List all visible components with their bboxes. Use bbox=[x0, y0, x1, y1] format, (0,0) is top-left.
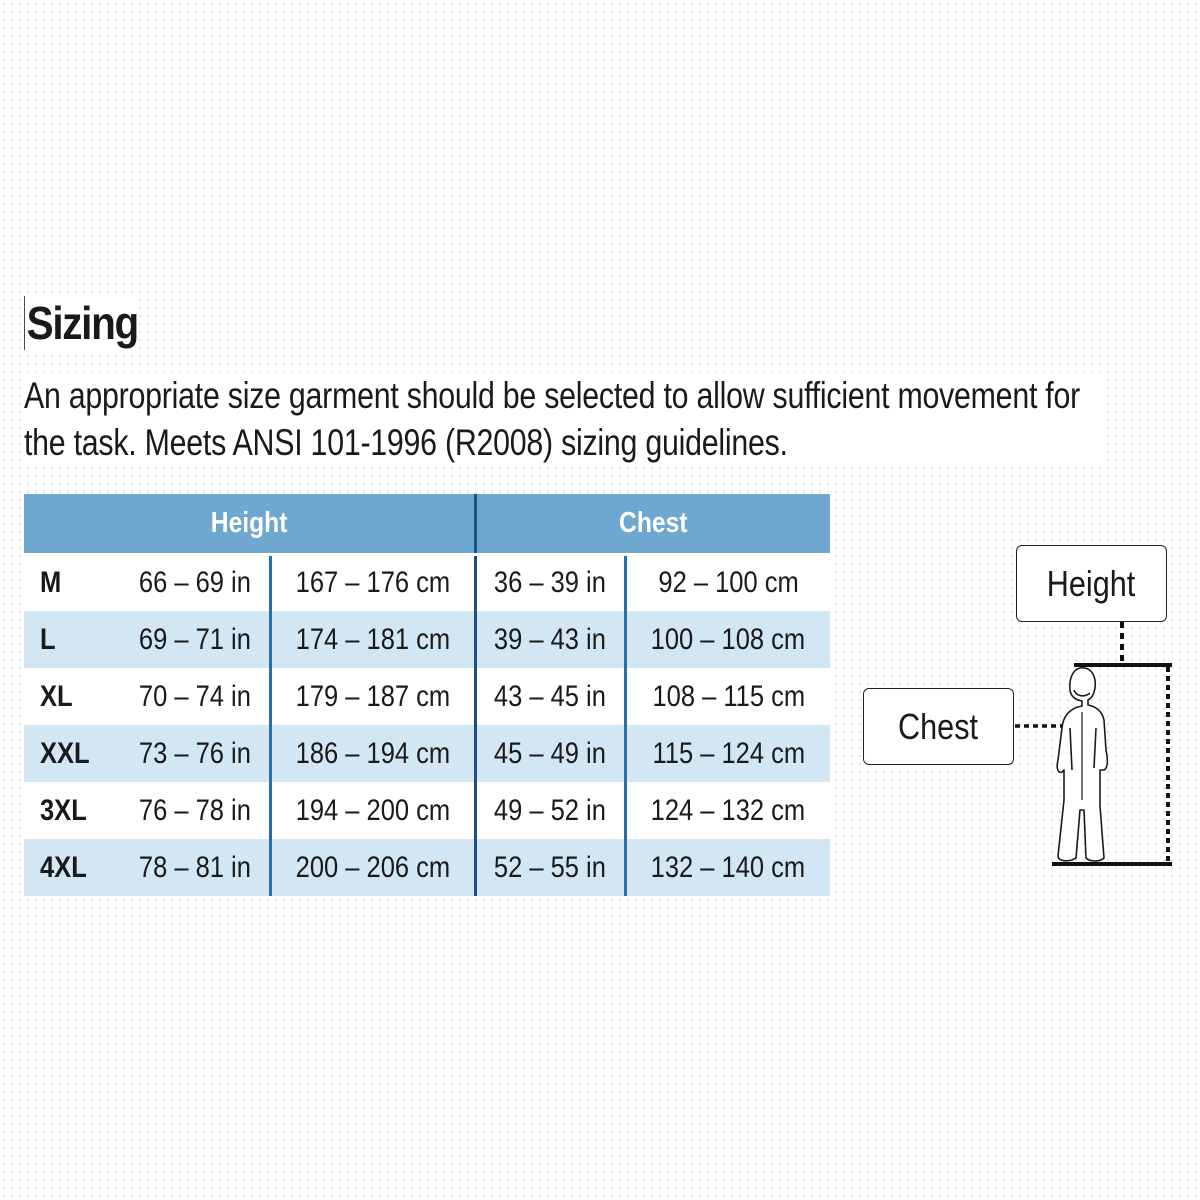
height-cm-cell: 194 – 200 cm bbox=[270, 782, 475, 839]
chest-cm-cell: 132 – 140 cm bbox=[625, 839, 830, 896]
chest-cm-cell: 108 – 115 cm bbox=[625, 668, 830, 725]
intro-line-2: the task. Meets ANSI 101-1996 (R2008) sizing guidelines. bbox=[24, 422, 788, 463]
height-label-box bbox=[1016, 545, 1167, 622]
height-cm-cell: 186 – 194 cm bbox=[270, 725, 475, 782]
chest-cm-cell: 115 – 124 cm bbox=[625, 725, 830, 782]
size-cell: XL bbox=[24, 668, 122, 725]
height-cm-cell: 174 – 181 cm bbox=[270, 611, 475, 668]
page-title: Sizing bbox=[24, 296, 138, 350]
table-row bbox=[24, 554, 830, 611]
height-cm-cell: 179 – 187 cm bbox=[270, 668, 475, 725]
height-in-cell: 78 – 81 in bbox=[122, 839, 270, 896]
size-cell: L bbox=[24, 611, 122, 668]
chest-in-cell: 45 – 49 in bbox=[475, 725, 625, 782]
height-label: Height bbox=[1047, 562, 1136, 604]
height-cm-cell: 200 – 206 cm bbox=[270, 839, 475, 896]
height-column-header: Height bbox=[24, 494, 475, 554]
size-cell: 4XL bbox=[24, 839, 122, 896]
height-cm-cell: 167 – 176 cm bbox=[270, 554, 475, 611]
chest-in-cell: 36 – 39 in bbox=[475, 554, 625, 611]
chest-in-cell: 39 – 43 in bbox=[475, 611, 625, 668]
chest-in-cell: 52 – 55 in bbox=[475, 839, 625, 896]
chest-in-cell: 43 – 45 in bbox=[475, 668, 625, 725]
table-row bbox=[24, 782, 830, 839]
chest-column-header: Chest bbox=[475, 494, 830, 554]
table-body bbox=[24, 554, 830, 896]
height-in-cell: 73 – 76 in bbox=[122, 725, 270, 782]
sizing-table bbox=[24, 494, 830, 896]
intro-line-1: An appropriate size garment should be selected to allow sufficient movement for bbox=[24, 375, 1080, 416]
intro-text bbox=[24, 372, 1106, 466]
size-cell: 3XL bbox=[24, 782, 122, 839]
table-row bbox=[24, 611, 830, 668]
coverall-figure-icon bbox=[1057, 668, 1107, 861]
table-row bbox=[24, 839, 830, 896]
size-cell: XXL bbox=[24, 725, 122, 782]
table-header-row bbox=[24, 494, 830, 554]
table-row bbox=[24, 725, 830, 782]
size-cell: M bbox=[24, 554, 122, 611]
height-in-cell: 76 – 78 in bbox=[122, 782, 270, 839]
chest-cm-cell: 100 – 108 cm bbox=[625, 611, 830, 668]
chest-in-cell: 49 – 52 in bbox=[475, 782, 625, 839]
height-in-cell: 66 – 69 in bbox=[122, 554, 270, 611]
chest-label: Chest bbox=[898, 705, 979, 747]
chest-label-box bbox=[863, 688, 1014, 765]
height-in-cell: 70 – 74 in bbox=[122, 668, 270, 725]
chest-cm-cell: 124 – 132 cm bbox=[625, 782, 830, 839]
table-row bbox=[24, 668, 830, 725]
chest-cm-cell: 92 – 100 cm bbox=[625, 554, 830, 611]
height-in-cell: 69 – 71 in bbox=[122, 611, 270, 668]
